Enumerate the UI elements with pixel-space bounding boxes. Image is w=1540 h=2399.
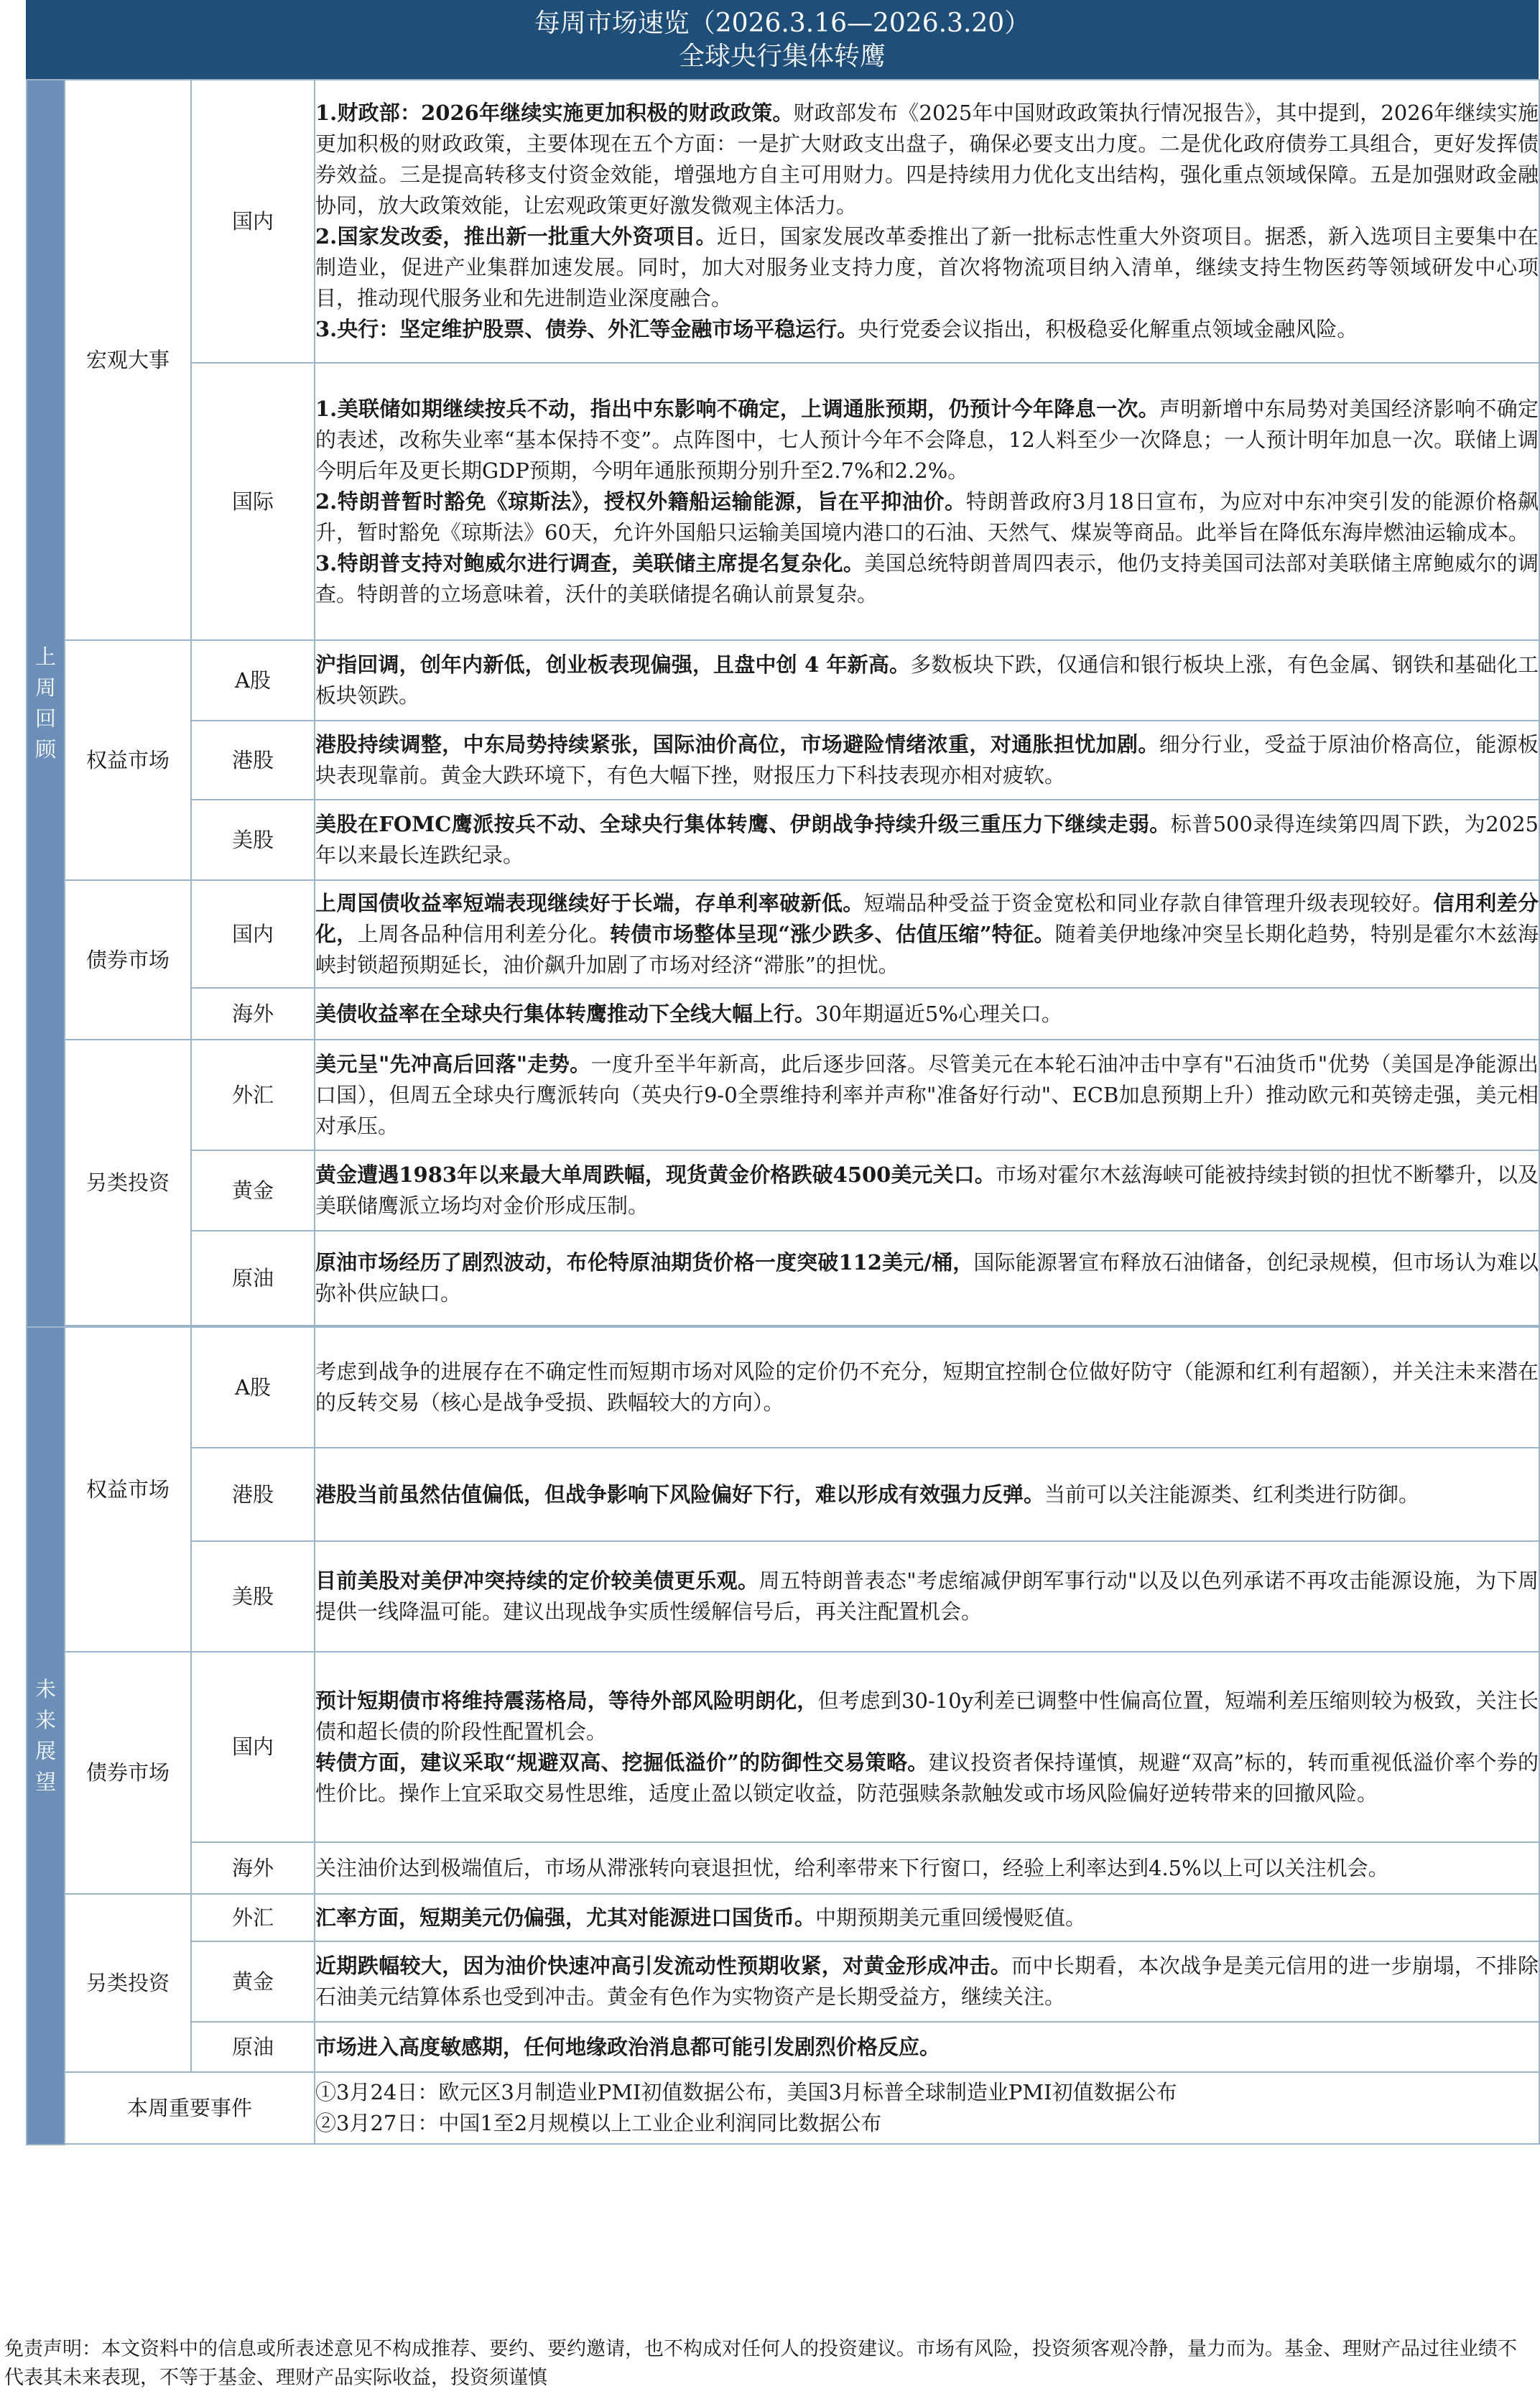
weekly-events-content	[315, 2072, 1539, 2144]
table-row	[27, 80, 1539, 363]
table-row	[27, 1941, 1539, 2022]
category-alt: 另类投资	[65, 1040, 191, 1326]
table-row	[27, 1652, 1539, 1842]
page-title: 每周市场速览（2026.3.16—2026.3.20）	[534, 9, 1031, 38]
sub-bond-overseas-outlook: 海外	[191, 1842, 315, 1894]
table-row	[27, 988, 1539, 1040]
alt-gold-content: 黄金遭遇1983年以来最大单周跌幅，现货黄金价格跌破4500美元关口。市场对霍尔木兹海峡可能被持续封锁的担忧不断攀升，以及美联储鹰派立场均对金价形成压制。	[315, 1150, 1539, 1231]
table-row	[27, 640, 1539, 721]
table-row	[27, 1842, 1539, 1894]
category-bond-outlook: 债券市场	[65, 1652, 191, 1894]
equity-hk-content: 港股持续调整，中东局势持续紧张，国际油价高位，市场避险情绪浓重，对通胀担忧加剧。细分行业，受益于原油价格高位，能源板块表现靠前。黄金大跌环境下，有色大幅下挫，财报压力下科技表现亦相对疲软。	[315, 721, 1539, 800]
table-row	[27, 1894, 1539, 1941]
bond-domestic-content: 上周国债收益率短端表现继续好于长端，存单利率破新低。短端品种受益于资金宽松和同业存款自律管理升级表现较好。信用利差分化，上周各品种信用利差分化。转债市场整体呈现“涨少跌多、估值压缩”特征。随着美伊地缘冲突呈长期化趋势，特别是霍尔木兹海峡封锁超预期延长，油价飙升加剧了市场对经济“滞胀”的担忧。	[315, 880, 1539, 988]
table-row	[27, 1327, 1539, 1448]
section-review-label: 上周回顾	[27, 80, 65, 1327]
sub-bond-domestic-outlook: 国内	[191, 1652, 315, 1842]
table-row	[27, 1541, 1539, 1652]
equity-us-content: 美股在FOMC鹰派按兵不动、全球央行集体转鹰、伊朗战争持续升级三重压力下继续走弱。标普500录得连续第四周下跌，为2025年以来最长连跌纪录。	[315, 800, 1539, 880]
table-row	[27, 721, 1539, 800]
category-equity: 权益市场	[65, 640, 191, 880]
category-alt-outlook: 另类投资	[65, 1894, 191, 2072]
sub-oil-outlook: 原油	[191, 2022, 315, 2072]
table-row	[27, 1040, 1539, 1150]
table-row	[27, 1448, 1539, 1541]
equity-a-content: 沪指回调，创年内新低，创业板表现偏强，且盘中创 4 年新高。多数板块下跌，仅通信和银行板块上涨，有色金属、钢铁和基础化工板块领跌。	[315, 640, 1539, 721]
sub-fx-outlook: 外汇	[191, 1894, 315, 1941]
weekly-events-label: 本周重要事件	[65, 2072, 315, 2144]
event-item: ②3月27日：中国1至2月规模以上工业企业利润同比数据公布	[315, 2111, 882, 2135]
sub-bond-overseas: 海外	[191, 988, 315, 1040]
sub-gold: 黄金	[191, 1150, 315, 1231]
sub-us-share-outlook: 美股	[191, 1541, 315, 1652]
sub-gold-outlook: 黄金	[191, 1941, 315, 2022]
event-item: ①3月24日：欧元区3月制造业PMI初值数据公布，美国3月标普全球制造业PMI初值数据公布	[315, 2080, 1177, 2104]
outlook-equity-us-content: 目前美股对美伊冲突持续的定价较美债更乐观。周五特朗普表态"考虑缩减伊朗军事行动"以及以色列承诺不再攻击能源设施，为下周提供一线降温可能。建议出现战争实质性缓解信号后，再关注配置机会。	[315, 1541, 1539, 1652]
sub-hk-share-outlook: 港股	[191, 1448, 315, 1541]
section-outlook-label: 未来展望	[27, 1327, 65, 2145]
table-row	[27, 880, 1539, 988]
table-row	[27, 2022, 1539, 2072]
macro-domestic-content: 1.财政部：2026年继续实施更加积极的财政政策。财政部发布《2025年中国财政政策执行情况报告》，其中提到，2026年继续实施更加积极的财政政策，主要体现在五个方面：一是扩大财政支出盘子，确保必要支出力度。二是优化政府债券工具组合，更好发挥债券效益。三是提高转移支付资金效能，增强地方自主可用财力。四是持续用力优化支出结构，强化重点领域保障。五是加强财政金融协同，放大政策效能，让宏观政策更好激发微观主体活力。 2.国家发改委，推出新一批重大外资项目。近日，国家发展改革委推出了新一批标志性重大外资项目。据悉，新入选项目主要集中在制造业，促进产业集群加速发展。同时，加大对服务业支持力度，首次将物流项目纳入清单，继续支持生物医药等领域研发中心项目，推动现代服务业和先进制造业深度融合。 3.央行：坚定维护股票、债券、外汇等金融市场平稳运行。央行党委会议指出，积极稳妥化解重点领域金融风险。	[315, 80, 1539, 363]
market-summary-table	[26, 79, 1540, 2145]
outlook-bond-overseas-content: 关注油价达到极端值后，市场从滞涨转向衰退担忧，给利率带来下行窗口，经验上利率达到4.5%以上可以关注机会。	[315, 1842, 1539, 1894]
bond-overseas-content: 美债收益率在全球央行集体转鹰推动下全线大幅上行。30年期逼近5%心理关口。	[315, 988, 1539, 1040]
category-bond: 债券市场	[65, 880, 191, 1040]
table-row	[27, 800, 1539, 880]
table-row	[27, 363, 1539, 640]
disclaimer: 免责声明：本文资料中的信息或所表述意见不构成推荐、要约、要约邀请，也不构成对任何人的投资建议。市场有风险，投资须客观冷静，量力而为。基金、理财产品过往业绩不代表其未来表现，不等于基金、理财产品实际收益，投资须谨慎	[4, 2338, 1517, 2389]
sub-domestic: 国内	[191, 80, 315, 363]
sub-a-share: A股	[191, 640, 315, 721]
sub-international: 国际	[191, 363, 315, 640]
table-row	[27, 1150, 1539, 1231]
outlook-equity-a-content: 考虑到战争的进展存在不确定性而短期市场对风险的定价仍不充分，短期宜控制仓位做好防守（能源和红利有超额），并关注未来潜在的反转交易（核心是战争受损、跌幅较大的方向）。	[315, 1327, 1539, 1448]
page-subtitle: 全球央行集体转鹰	[678, 42, 886, 71]
outlook-gold-content: 近期跌幅较大，因为油价快速冲高引发流动性预期收紧，对黄金形成冲击。而中长期看，本次战争是美元信用的进一步崩塌，不排除石油美元结算体系也受到冲击。黄金有色作为实物资产是长期受益方，继续关注。	[315, 1941, 1539, 2022]
macro-international-content: 1.美联储如期继续按兵不动，指出中东影响不确定，上调通胀预期，仍预计今年降息一次。声明新增中东局势对美国经济影响不确定的表述，改称失业率“基本保持不变”。点阵图中，七人预计今年不会降息，12人料至少一次降息；一人预计明年加息一次。联储上调今明后年及更长期GDP预期，今明年通胀预期分别升至2.7%和2.2%。 2.特朗普暂时豁免《琼斯法》，授权外籍船运输能源，旨在平抑油价。特朗普政府3月18日宣布，为应对中东冲突引发的能源价格飙升，暂时豁免《琼斯法》60天，允许外国船只运输美国境内港口的石油、天然气、煤炭等商品。此举旨在降低东海岸燃油运输成本。 3.特朗普支持对鲍威尔进行调查，美联储主席提名复杂化。美国总统特朗普周四表示，他仍支持美国司法部对美联储主席鲍威尔的调查。特朗普的立场意味着，沃什的美联储提名确认前景复杂。	[315, 363, 1539, 640]
page-header	[26, 0, 1539, 79]
category-equity-outlook: 权益市场	[65, 1327, 191, 1652]
sub-oil: 原油	[191, 1231, 315, 1326]
category-macro: 宏观大事	[65, 80, 191, 640]
outlook-bond-domestic-content: 预计短期债市将维持震荡格局，等待外部风险明朗化，但考虑到30-10y利差已调整中性偏高位置，短端利差压缩则较为极致，关注长债和超长债的阶段性配置机会。 转债方面，建议采取“规避双高、挖掘低溢价”的防御性交易策略。建议投资者保持谨慎，规避“双高”标的，转而重视低溢价率个券的性价比。操作上宜采取交易性思维，适度止盈以锁定收益，防范强赎条款触发或市场风险偏好逆转带来的回撤风险。	[315, 1652, 1539, 1842]
alt-fx-content: 美元呈"先冲高后回落"走势。一度升至半年新高，此后逐步回落。尽管美元在本轮石油冲击中享有"石油货币"优势（美国是净能源出口国），但周五全球央行鹰派转向（英央行9-0全票维持利率并声称"准备好行动"、ECB加息预期上升）推动欧元和英镑走强，美元相对承压。	[315, 1040, 1539, 1150]
outlook-fx-content: 汇率方面，短期美元仍偏强，尤其对能源进口国货币。中期预期美元重回缓慢贬值。	[315, 1894, 1539, 1941]
outlook-equity-hk-content: 港股当前虽然估值偏低，但战争影响下风险偏好下行，难以形成有效强力反弹。当前可以关注能源类、红利类进行防御。	[315, 1448, 1539, 1541]
sub-fx: 外汇	[191, 1040, 315, 1150]
outlook-oil-content: 市场进入高度敏感期，任何地缘政治消息都可能引发剧烈价格反应。	[315, 2022, 1539, 2072]
sub-bond-domestic: 国内	[191, 880, 315, 988]
sub-us-share: 美股	[191, 800, 315, 880]
table-row	[27, 2072, 1539, 2144]
sub-a-share-outlook: A股	[191, 1327, 315, 1448]
alt-oil-content: 原油市场经历了剧烈波动，布伦特原油期货价格一度突破112美元/桶，国际能源署宣布释放石油储备，创纪录规模，但市场认为难以弥补供应缺口。	[315, 1231, 1539, 1326]
sub-hk-share: 港股	[191, 721, 315, 800]
table-row	[27, 1231, 1539, 1326]
